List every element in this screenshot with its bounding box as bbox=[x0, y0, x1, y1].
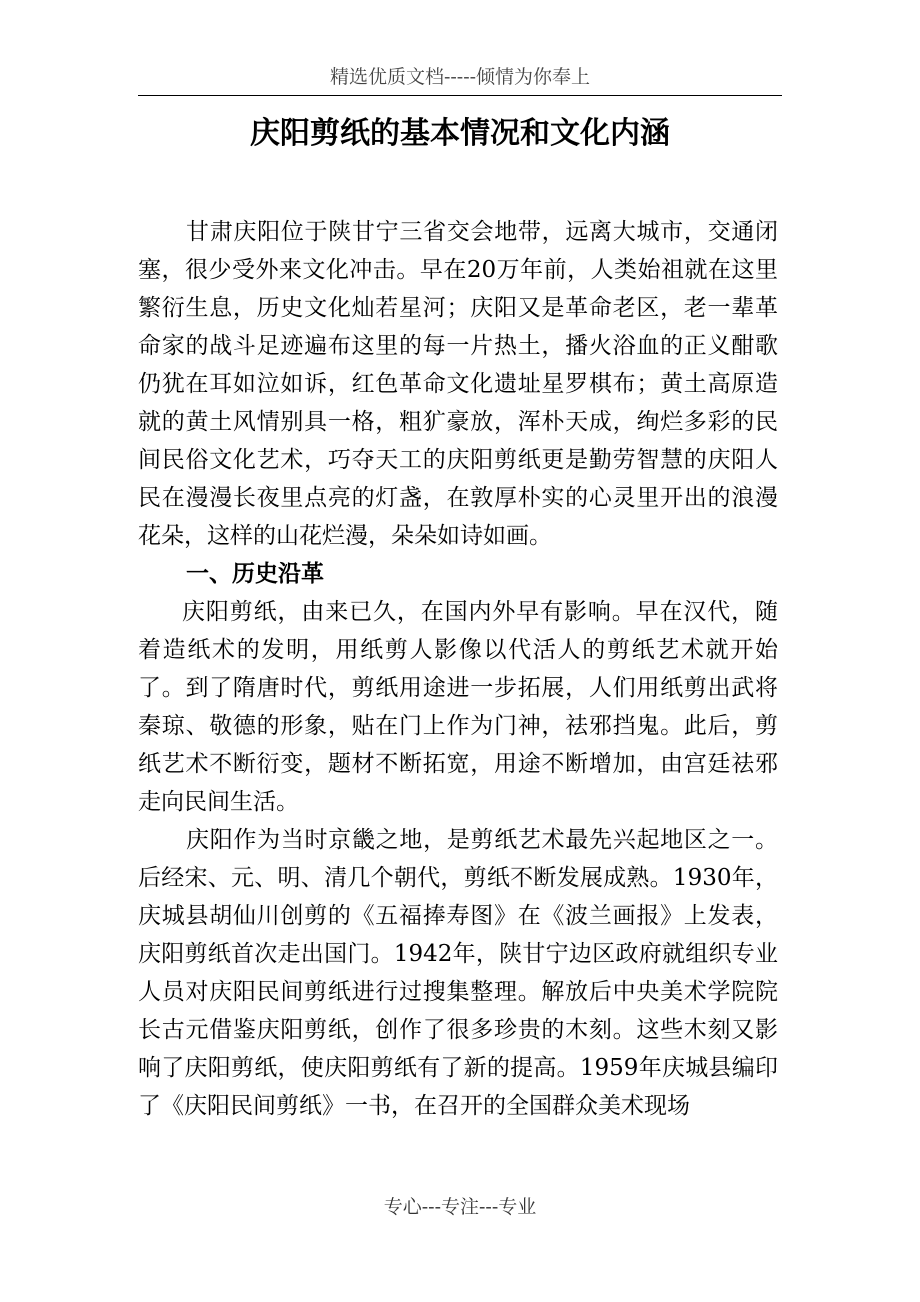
intro-paragraph: 甘肃庆阳位于陕甘宁三省交会地带，远离大城市，交通闭塞，很少受外来文化冲击。早在20万年前，人类始祖就在这里繁衍生息，历史文化灿若星河；庆阳又是革命老区，老一辈革命家的战斗足迹遍布这里的每一片热土，播火浴血的正义酣歌仍犹在耳如泣如诉，红色革命文化遗址星罗棋布；黄土高原造就的黄土风情别具一格，粗犷豪放，浑朴天成，绚烂多彩的民间民俗文化艺术，巧夺天工的庆阳剪纸更是勤劳智慧的庆阳人民在漫漫长夜里点亮的灯盏，在敦厚朴实的心灵里开出的浪漫花朵，这样的山花烂漫，朵朵如诗如画。 bbox=[138, 219, 778, 549]
document-body bbox=[138, 213, 778, 1125]
history-paragraph-2: 庆阳作为当时京畿之地，是剪纸艺术最先兴起地区之一。后经宋、元、明、清几个朝代，剪纸不断发展成熟。1930年，庆城县胡仙川创剪的《五福捧寿图》在《波兰画报》上发表，庆阳剪纸首次走出国门。1942年，陕甘宁边区政府就组织专业人员对庆阳民间剪纸进行过搜集整理。解放后中央美术学院院长古元借鉴庆阳剪纸，创作了很多珍贵的木刻。这些木刻又影响了庆阳剪纸，使庆阳剪纸有了新的提高。1959年庆城县编印了《庆阳民间剪纸》一书，在召开的全国群众美术现场 bbox=[138, 827, 778, 1119]
section-heading-history: 一、历史沿革 bbox=[186, 560, 324, 587]
page-footer: 专心---专注---专业 bbox=[383, 1196, 537, 1218]
history-paragraph-1: 庆阳剪纸，由来已久，在国内外早有影响。早在汉代，随着造纸术的发明，用纸剪人影像以代活人的剪纸艺术就开始了。到了隋唐时代，剪纸用途进一步拓展，人们用纸剪出武将秦琼、敬德的形象，贴在门上作为门神，祛邪挡鬼。此后，剪纸艺术不断衍变，题材不断拓宽，用途不断增加，由宫廷祛邪走向民间生活。 bbox=[138, 599, 778, 815]
page-header-text: 精选优质文档-----倾情为你奉上 bbox=[329, 66, 591, 88]
page-header bbox=[138, 62, 782, 96]
document-title: 庆阳剪纸的基本情况和文化内涵 bbox=[250, 116, 670, 151]
